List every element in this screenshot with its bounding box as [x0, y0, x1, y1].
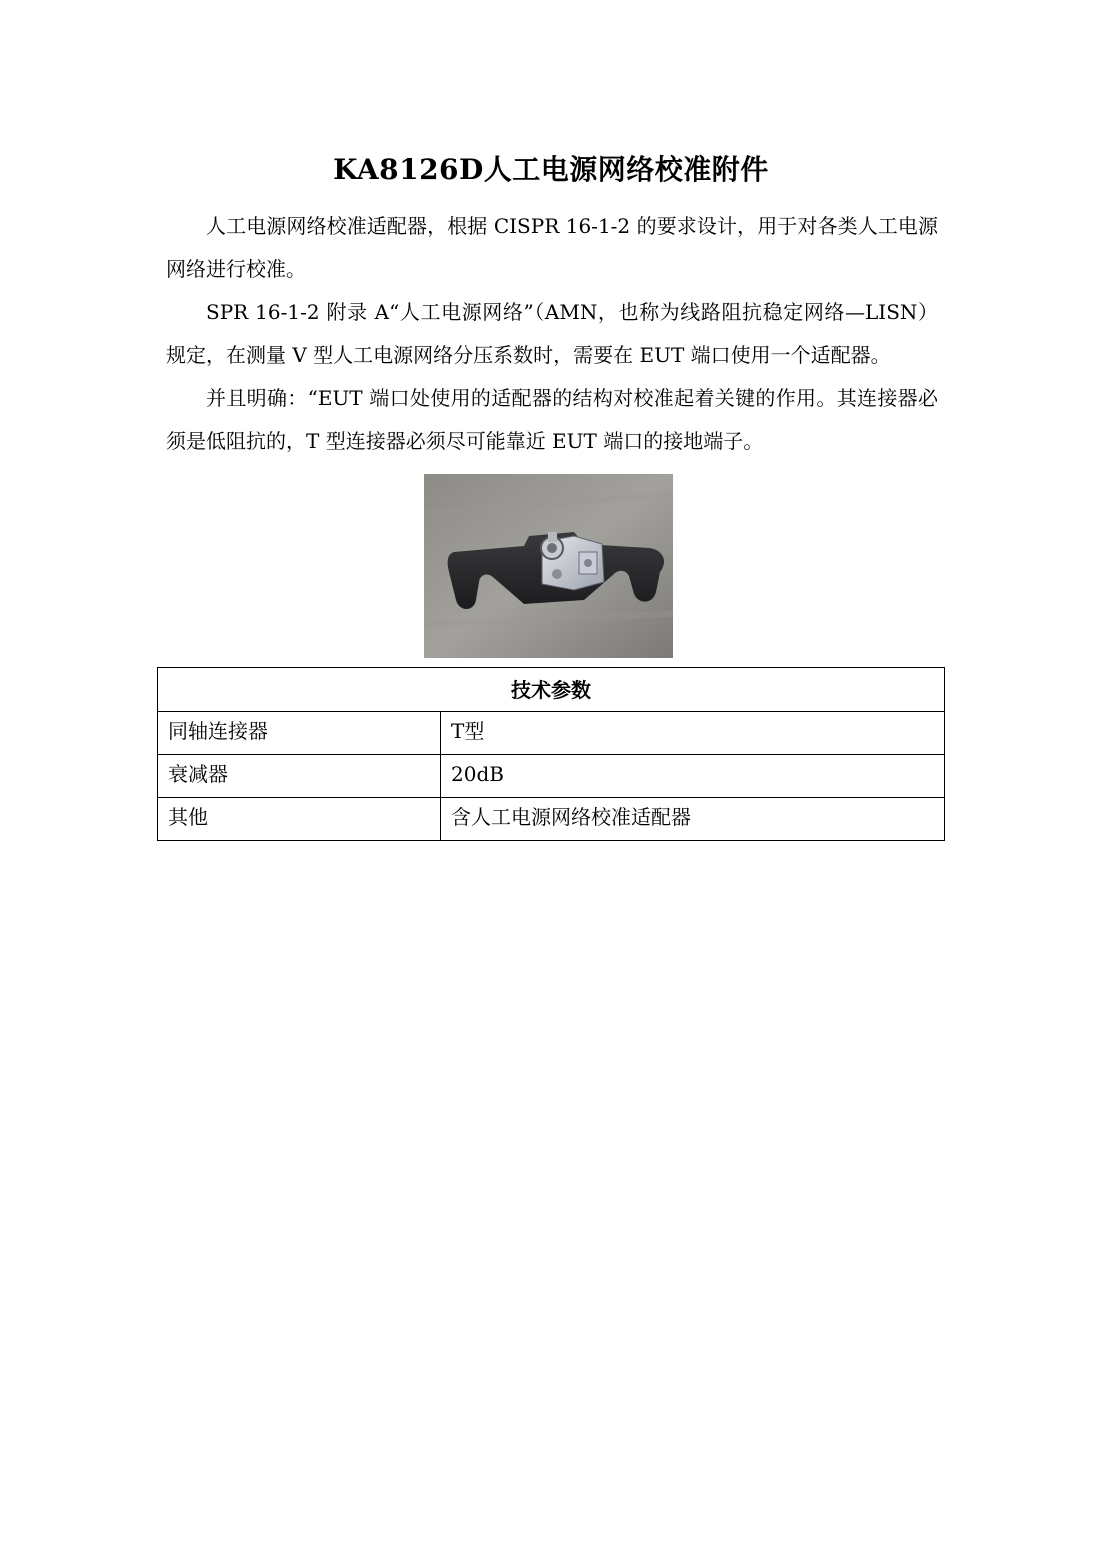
spec-value: T型	[441, 712, 945, 755]
adapter-photo	[424, 474, 673, 658]
table-row	[158, 798, 945, 841]
spec-value: 含人工电源网络校准适配器	[441, 798, 945, 841]
table-row	[158, 755, 945, 798]
spec-name: 其他	[158, 798, 441, 841]
body-text	[166, 205, 938, 463]
paragraph-annex: SPR 16-1-2 附录 A“人工电源网络”（AMN，也称为线路阻抗稳定网络—LISN）规定，在测量 V 型人工电源网络分压系数时，需要在 EUT 端口使用一个适配器。	[166, 300, 938, 367]
spec-table-header: 技术参数	[158, 668, 945, 712]
spec-table-header-row	[158, 668, 945, 712]
paragraph-intro: 人工电源网络校准适配器，根据 CISPR 16-1-2 的要求设计，用于对各类人工电源网络进行校准。	[166, 214, 938, 281]
spec-value: 20dB	[441, 755, 945, 798]
table-row	[158, 712, 945, 755]
spec-name: 衰减器	[158, 755, 441, 798]
page-title: KA8126D人工电源网络校准附件	[333, 153, 769, 186]
spec-table	[157, 667, 945, 841]
spec-name: 同轴连接器	[158, 712, 441, 755]
paragraph-requirement: 并且明确：“EUT 端口处使用的适配器的结构对校准起着关键的作用。其连接器必须是低阻抗的，T 型连接器必须尽可能靠近 EUT 端口的接地端子。	[166, 386, 938, 453]
